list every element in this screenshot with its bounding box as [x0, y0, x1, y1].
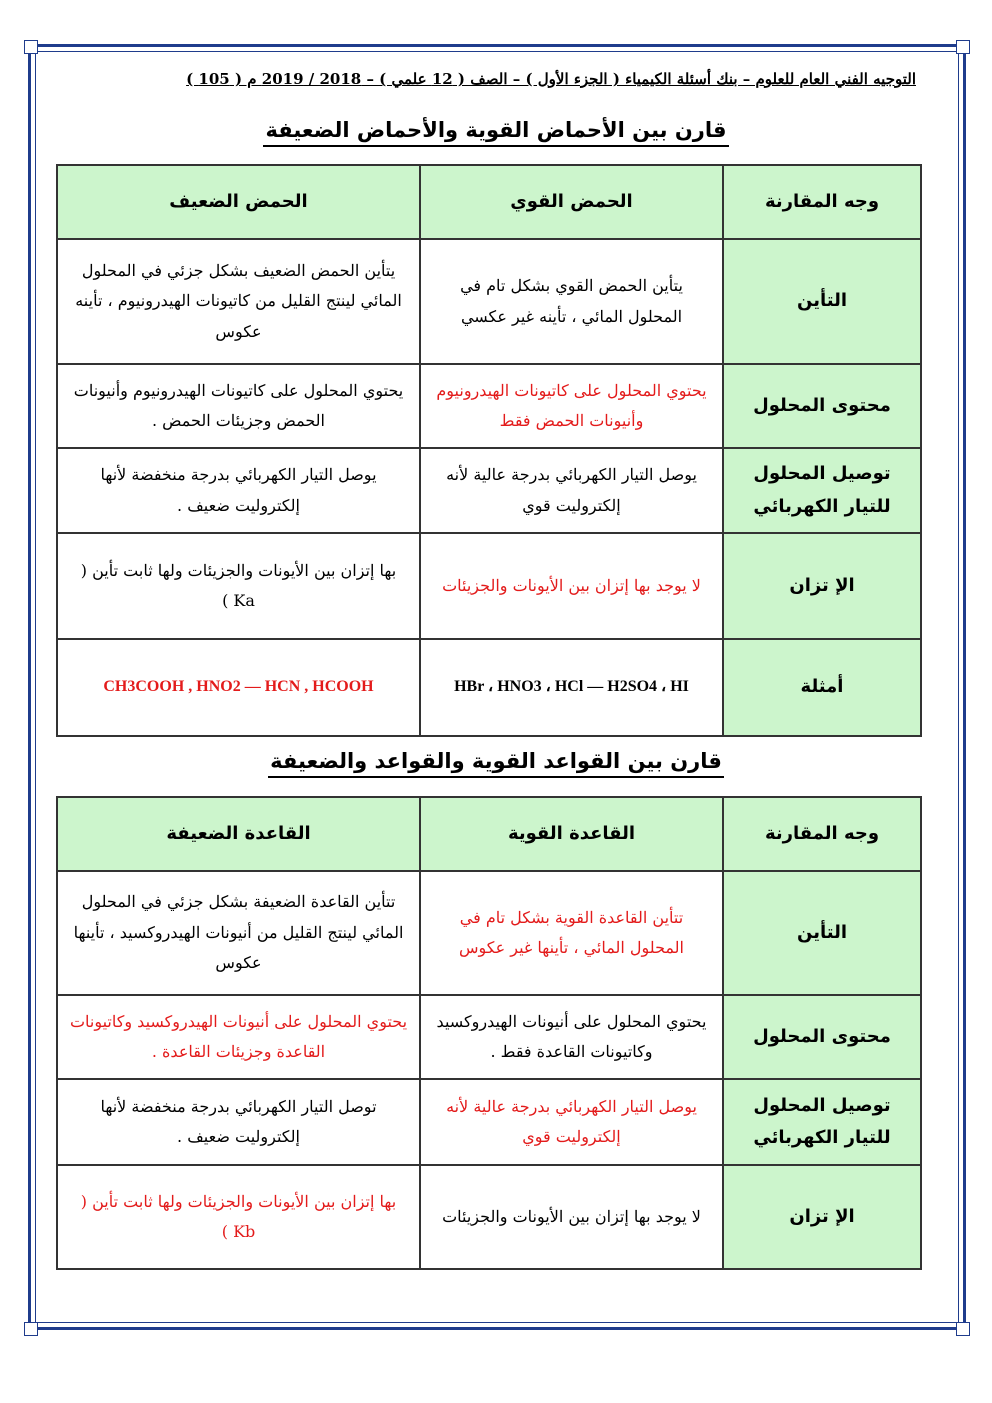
col-header-strong: القاعدة القوية [420, 797, 723, 871]
row-aspect: أمثلة [723, 639, 921, 736]
strong-examples: HBr ، HNO3 ، HCl — H2SO4 ، HI [420, 639, 723, 736]
table-row [57, 448, 921, 533]
bases-heading: قارن بين القواعد القوية والقواعد والضعيفة [0, 749, 992, 773]
corner-ornament [24, 40, 38, 54]
page-header: التوجيه الفني العام للعلوم – بنك أسئلة الكيمياء ( الجزء الأول ) – الصف ( 12 علمي ) – 2018 / 2019 م ( 105 ) [186, 70, 916, 88]
strong-cell: لا يوجد بها إتزان بين الأيونات والجزيئات [420, 1165, 723, 1269]
weak-cell: يحتوي المحلول على كاتيونات الهيدرونيوم وأنيونات الحمض وجزيئات الحمض . [57, 364, 420, 448]
row-aspect: الإ تزان [723, 533, 921, 639]
table-row [57, 871, 921, 995]
col-header-weak: القاعدة الضعيفة [57, 797, 420, 871]
corner-ornament [956, 1322, 970, 1336]
row-aspect: الإ تزان [723, 1165, 921, 1269]
acids-comparison-table [56, 164, 922, 737]
row-aspect: التأين [723, 871, 921, 995]
strong-cell: يوصل التيار الكهربائي بدرجة عالية لأنه إلكتروليت قوي [420, 1079, 723, 1165]
table-header-row [57, 797, 921, 871]
row-aspect: توصيل المحلول للتيار الكهربائي [723, 448, 921, 533]
strong-cell: يوصل التيار الكهربائي بدرجة عالية لأنه إلكتروليت قوي [420, 448, 723, 533]
weak-cell: يتأين الحمض الضعيف بشكل جزئي في المحلول المائي لينتج القليل من كاتيونات الهيدرونيوم ، تأينه عكوس [57, 239, 420, 364]
col-header-strong: الحمض القوي [420, 165, 723, 239]
table-header-row [57, 165, 921, 239]
col-header-aspect: وجه المقارنة [723, 165, 921, 239]
table-row [57, 639, 921, 736]
row-aspect: توصيل المحلول للتيار الكهربائي [723, 1079, 921, 1165]
table-row [57, 533, 921, 639]
table-row [57, 239, 921, 364]
acids-heading: قارن بين الأحماض القوية والأحماض الضعيفة [0, 118, 992, 142]
strong-cell: يتأين الحمض القوي بشكل تام في المحلول المائي ، تأينه غير عكسي [420, 239, 723, 364]
weak-cell: توصل التيار الكهربائي بدرجة منخفضة لأنها إلكتروليت ضعيف . [57, 1079, 420, 1165]
weak-cell: يوصل التيار الكهربائي بدرجة منخفضة لأنها إلكتروليت ضعيف . [57, 448, 420, 533]
weak-examples: CH3COOH , HNO2 — HCN , HCOOH [57, 639, 420, 736]
bases-comparison-table [56, 796, 922, 1270]
row-aspect: التأين [723, 239, 921, 364]
weak-cell: يحتوي المحلول على أنيونات الهيدروكسيد وكاتيونات القاعدة وجزيئات القاعدة . [57, 995, 420, 1079]
row-aspect: محتوى المحلول [723, 995, 921, 1079]
weak-cell: بها إتزان بين الأيونات والجزيئات ولها ثابت تأين ( Ka ) [57, 533, 420, 639]
strong-cell: يحتوي المحلول على كاتيونات الهيدرونيوم وأنيونات الحمض فقط [420, 364, 723, 448]
table-row [57, 1079, 921, 1165]
corner-ornament [24, 1322, 38, 1336]
weak-cell: بها إتزان بين الأيونات والجزيئات ولها ثابت تأين ( Kb ) [57, 1165, 420, 1269]
table-row [57, 995, 921, 1079]
row-aspect: محتوى المحلول [723, 364, 921, 448]
table-row [57, 1165, 921, 1269]
col-header-aspect: وجه المقارنة [723, 797, 921, 871]
corner-ornament [956, 40, 970, 54]
strong-cell: تتأين القاعدة القوية بشكل تام في المحلول المائي ، تأينها غير عكوس [420, 871, 723, 995]
table-row [57, 364, 921, 448]
strong-cell: يحتوي المحلول على أنيونات الهيدروكسيد وكاتيونات القاعدة فقط . [420, 995, 723, 1079]
col-header-weak: الحمض الضعيف [57, 165, 420, 239]
strong-cell: لا يوجد بها إتزان بين الأيونات والجزيئات [420, 533, 723, 639]
weak-cell: تتأين القاعدة الضعيفة بشكل جزئي في المحلول المائي لينتج القليل من أنيونات الهيدروكسيد ، تأينها عكوس [57, 871, 420, 995]
